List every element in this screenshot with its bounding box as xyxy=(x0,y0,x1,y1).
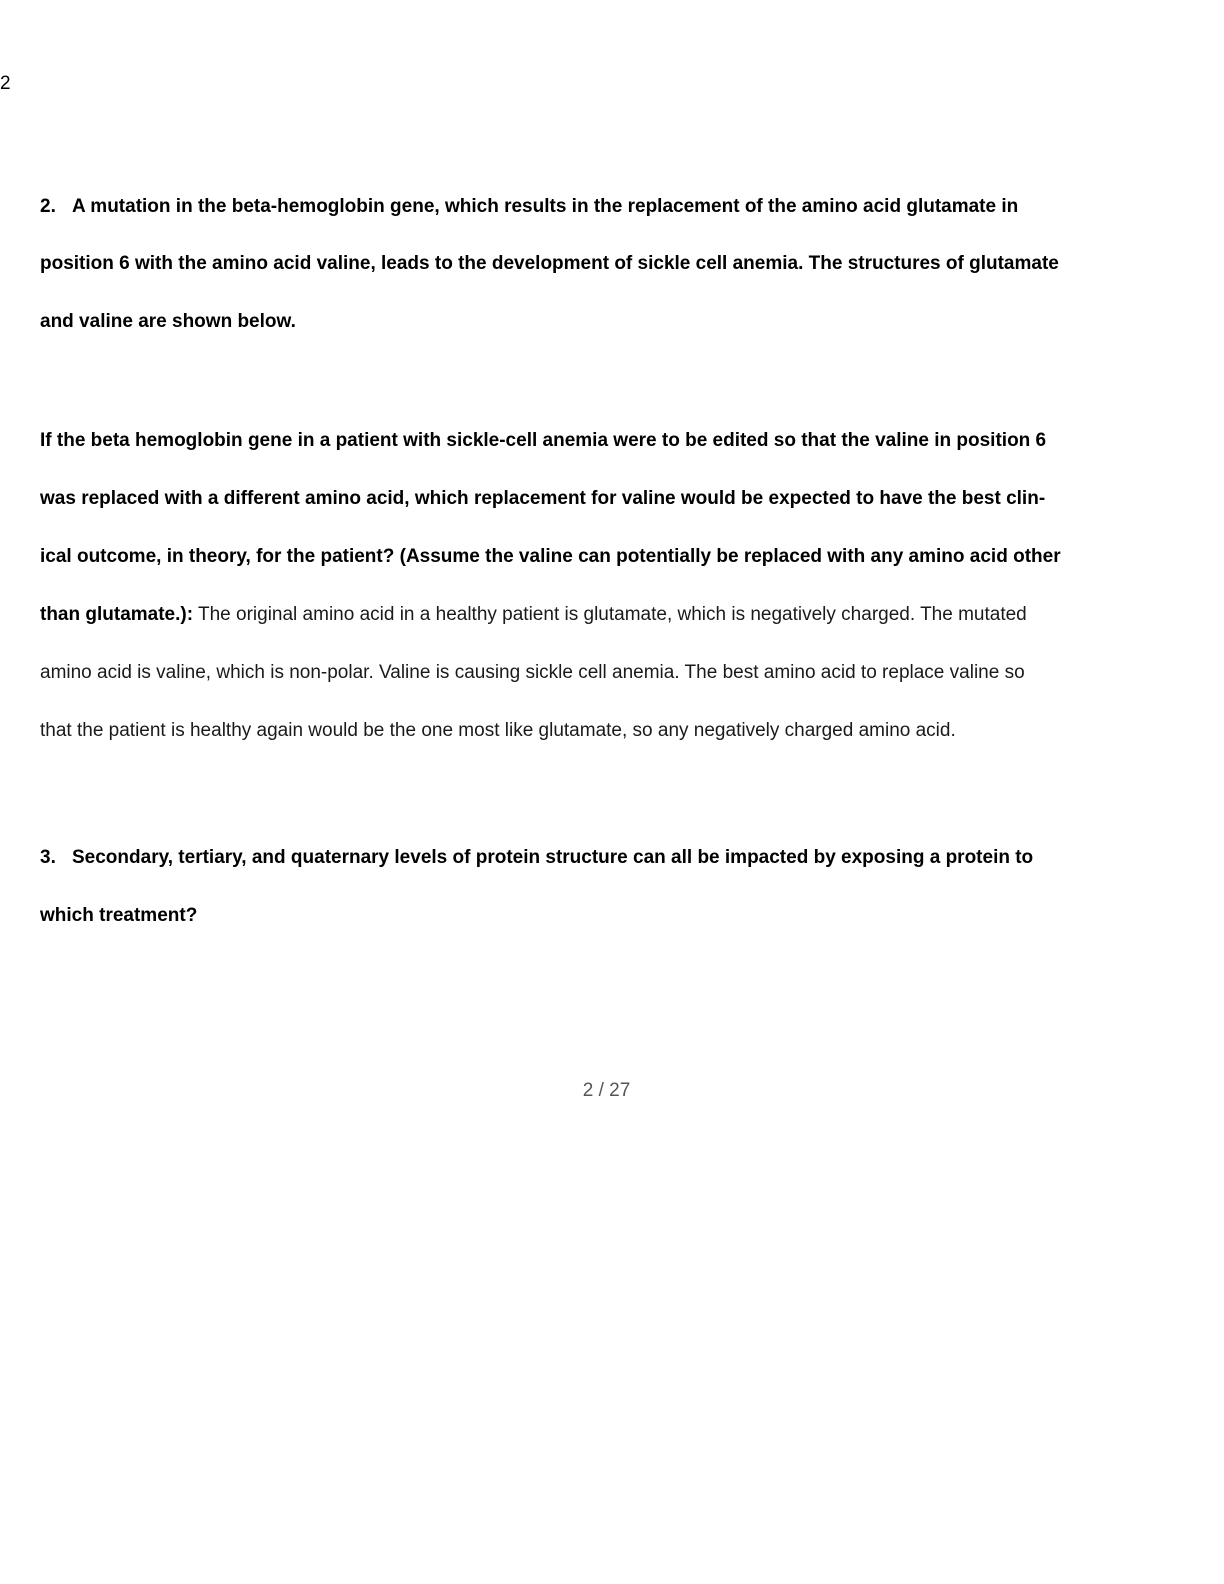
answer-line-3: that the patient is healthy again would be the one most like glutamate, so any negatively charged amino acid. xyxy=(40,720,956,741)
followup-question-end: than glutamate.): xyxy=(40,604,194,625)
question-3-line-1 xyxy=(40,846,1033,870)
answer-line-1: The original amino acid in a healthy patient is glutamate, which is negatively charged. The mutated xyxy=(193,604,1027,625)
followup-question-line-1: If the beta hemoglobin gene in a patient with sickle-cell anemia were to be edited so that the valine in position 6 xyxy=(40,430,1047,451)
question-2-text-1: A mutation in the beta-hemoglobin gene, which results in the replacement of the amino acid glutamate in xyxy=(72,196,1019,217)
followup-question-line-3: ical outcome, in theory, for the patient? (Assume the valine can potentially be replaced with any amino acid other xyxy=(40,546,1061,567)
question-3-text-1: Secondary, tertiary, and quaternary levels of protein structure can all be impacted by exposing a protein to xyxy=(72,847,1034,868)
page-indicator: 2 / 27 xyxy=(582,1080,631,1101)
followup-question-line-2: was replaced with a different amino acid, which replacement for valine would be expected to have the best clin- xyxy=(40,488,1046,509)
answer-line-2: amino acid is valine, which is non-polar. Valine is causing sickle cell anemia. The best amino acid to replace valine so xyxy=(40,662,1025,683)
question-2-line-2: position 6 with the amino acid valine, leads to the development of sickle cell anemia. The structures of glutamate xyxy=(40,253,1059,274)
question-3-number: 3. xyxy=(40,847,56,868)
page-corner-number: 2 xyxy=(0,73,11,94)
followup-mixed-line xyxy=(40,603,1027,627)
question-2-line-3: and valine are shown below. xyxy=(40,311,296,332)
question-2-number: 2. xyxy=(40,196,56,217)
question-2-line-1 xyxy=(40,195,1018,219)
question-3-line-2: which treatment? xyxy=(40,905,198,926)
